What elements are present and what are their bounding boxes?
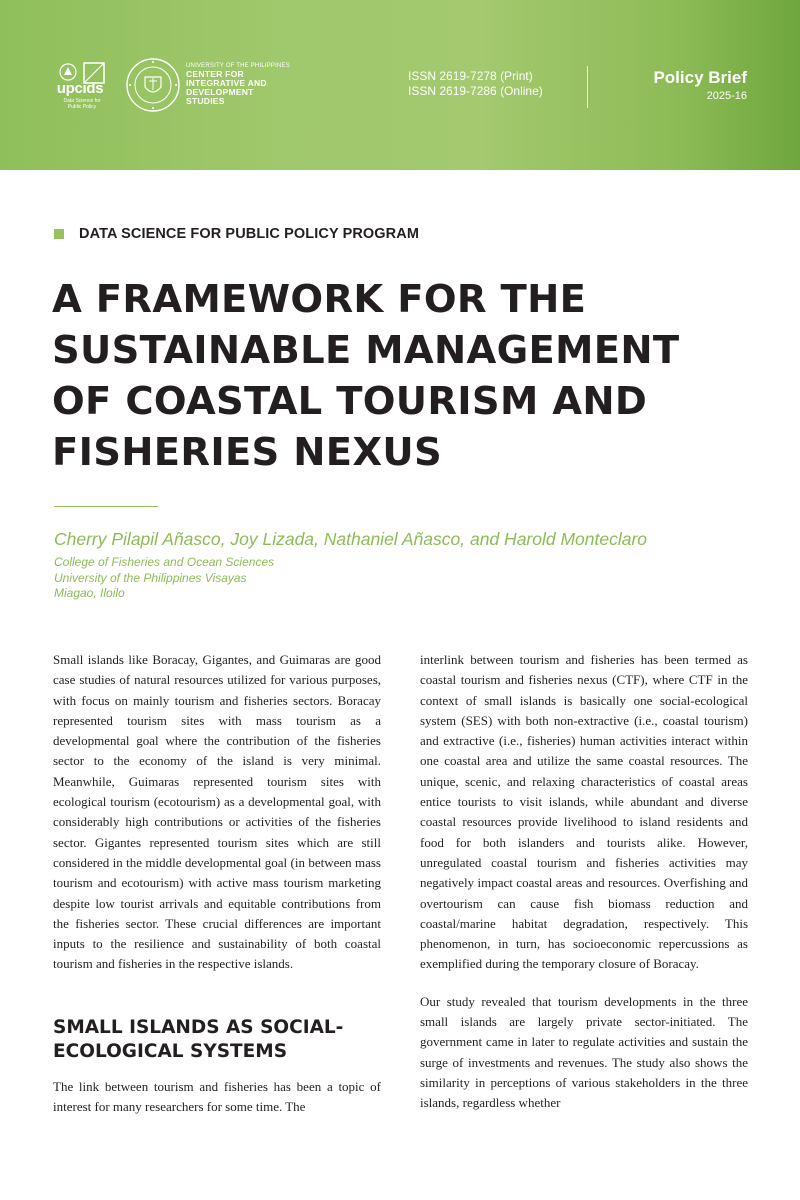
program-bullet-icon	[54, 229, 64, 239]
affiliation-university: University of the Philippines Visayas	[54, 570, 247, 585]
brief-block	[653, 67, 747, 103]
body-paragraph: Small islands like Boracay, Gigantes, and Guimaras are good case studies of natural resources utilized for various purposes, with focus on mainly tourism and fisheries sectors. Boracay represented tourism sites with mass tourism as a developmental goal where the contribution of the fisheries sector to the economy of the island is very minimal. Meanwhile, Guimaras represented tourism sites with ecological tourism (ecotourism) as a developmental goal, with considerably high contributions or activities of the fisheries sector. Gigantes represented tourism sites which are still considered in the middle developmental goal (in between mass tourism and ecotourism) with active mass tourism marketing despite low tourist arrivals and equitable contributions from the fisheries sector. These crucial differences are important inputs to the resilience and sustainability of both coastal tourism and fisheries in the respective islands.	[53, 652, 381, 972]
upcids-logo	[54, 61, 106, 113]
center-line-2: INTEGRATIVE AND	[186, 78, 267, 88]
body-left-column	[53, 650, 381, 975]
issn-print: ISSN 2619-7278 (Print)	[408, 69, 533, 83]
page-title	[52, 274, 752, 478]
center-line-4: STUDIES	[186, 96, 225, 106]
doc-number: 2025-16	[706, 90, 747, 102]
affiliation-location: Miagao, Iloilo	[54, 586, 125, 600]
upcids-subtitle: Data Science for Public Policy	[63, 98, 101, 110]
affiliation	[54, 555, 274, 602]
body-paragraph: Our study revealed that tourism developments in the three small islands are largely private sector-initiated. The government came in later to regulate activities and sustain the surge of investments and revenues. The study also shows the similarity in perceptions of various stakeholders in the three islands, regardless whether	[420, 993, 748, 1111]
title-line-1: A FRAMEWORK FOR THE	[52, 277, 587, 322]
authors: Cherry Pilapil Añasco, Joy Lizada, Nathaniel Añasco, and Harold Monteclaro	[54, 529, 648, 549]
university-line: UNIVERSITY OF THE PHILIPPINES	[186, 63, 290, 69]
affiliation-college: College of Fisheries and Ocean Sciences	[54, 555, 275, 569]
header-divider	[587, 66, 588, 108]
upcids-wordmark: upcids	[56, 80, 104, 97]
body-left-column-continued	[53, 1077, 381, 1118]
body-paragraph: The link between tourism and fisheries has been a topic of interest for many researchers for some time. The	[53, 1079, 381, 1115]
title-line-3: OF COASTAL TOURISM AND	[52, 379, 648, 424]
doc-type: Policy Brief	[653, 68, 747, 87]
issn-online: ISSN 2619-7286 (Online)	[408, 84, 543, 98]
section-heading	[53, 1016, 383, 1064]
university-seal-icon	[125, 57, 181, 113]
body-paragraph: interlink between tourism and fisheries has been termed as coastal tourism and fisheries nexus (CTF), where CTF in the context of small islands is basically one social-ecological system (SES) with both non-extractive (i.e., coastal tourism) and extractive (i.e., fisheries) human activities interact within one coastal area and utilize the same coastal resources. The unique, scenic, and relaxing characteristics of coastal areas entice tourists to visit islands, while abundant and diverse coastal resources provide livelihood to island residents and food for both islanders and tourists alike. However, unregulated coastal tourism and fisheries activities may negatively impact coastal areas and resources. Overfishing and overtourism can cause fish biomass reduction and coastal/marine habitat degradation, respectively. This phenomenon, in turn, has socioeconomic repercussions as exemplified during the temporary closure of Boracay.	[420, 652, 748, 972]
issn-block	[408, 69, 543, 99]
center-line-3: DEVELOPMENT	[186, 87, 254, 97]
header-band	[0, 0, 800, 170]
title-line-2: SUSTAINABLE MANAGEMENT	[52, 328, 680, 373]
program-label: DATA SCIENCE FOR PUBLIC POLICY PROGRAM	[79, 226, 419, 242]
center-line-1: CENTER FOR	[186, 69, 244, 79]
section-heading-line-1: SMALL ISLANDS AS SOCIAL-	[53, 1017, 344, 1038]
section-heading-line-2: ECOLOGICAL SYSTEMS	[53, 1041, 288, 1062]
program-label-row	[54, 226, 419, 242]
cids-name	[186, 63, 316, 106]
title-divider	[54, 506, 158, 507]
body-right-column	[420, 650, 748, 1114]
title-line-4: FISHERIES NEXUS	[52, 430, 442, 475]
